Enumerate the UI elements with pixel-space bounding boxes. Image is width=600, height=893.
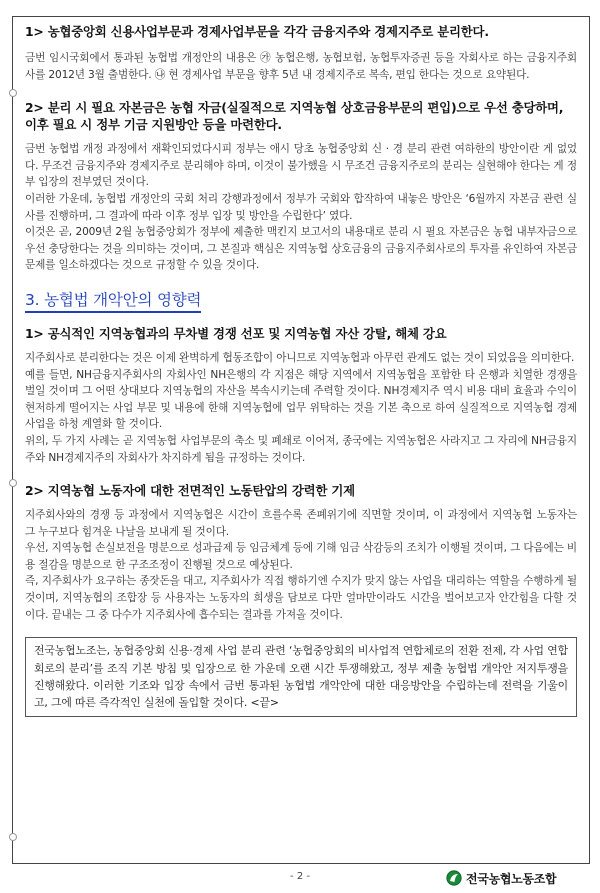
binder-hole-icon bbox=[9, 833, 17, 841]
section-title-text: 3. 농협법 개악안의 영향력 bbox=[25, 290, 201, 313]
paragraph-survival-crisis: 지주회사와의 경쟁 등 과정에서 지역농협은 시간이 흐를수록 존폐위기에 직면할 것이며, 이 과정에서 지역농협 노동자는 그 누구보다 힘겨운 나날을 보내게 될 것이다. bbox=[25, 509, 577, 538]
union-logo-icon bbox=[446, 870, 462, 886]
paragraph-separation-summary: 금번 임시국회에서 통과된 농협법 개정안의 내용은 ㉮ 농협은행, 농협보험, 농협투자증권 등을 자회사로 하는 금융지주회사를 2012년 3월 출범한다. ㉯ 현 경제사업 부문을 향후 5년 내 경제지주로 복속, 편입 한다는 것으로 요약된다. bbox=[25, 52, 577, 81]
closing-statement-text: 전국농협노조는, 농협중앙회 신용·경제 사업 분리 관련 ‘농협중앙회의 비사업적 연합체로의 전환 전제, 각 사업 연합회로의 분리’를 조직 기본 방침 및 입장으로 한 가운데 오랜 시간 투쟁해왔고, 정부 제출 농협법 개악안 저지투쟁을 진행해왔다. 이러한 기조와 입장 속에서 금번 통과된 농협법 개악안에 대한 대응방안을 수립하는데 전력을 기울이고, 그에 따른 즉각적인 실천에 돌입할 것이다. <끝> bbox=[34, 644, 568, 710]
section-title-impact bbox=[25, 290, 577, 313]
heading-separation-plan: 1> 농협중앙회 신용사업부문과 경제사업부문을 각각 금융지주와 경제지주로 분리한다. bbox=[25, 24, 489, 39]
organization-name: 전국농협노동조합 bbox=[466, 871, 557, 886]
page-footer bbox=[0, 867, 600, 889]
heading-competition: 1> 공식적인 지역농협과의 무차별 경쟁 선포 및 지역농협 자산 강탈, 해체 강요 bbox=[25, 325, 447, 341]
binder-hole-icon bbox=[9, 479, 17, 487]
paragraph-seed-money: 즉, 지주회사가 요구하는 종잣돈을 대고, 지주회사가 직접 행하기엔 수지가 맞지 않는 사업을 대리하는 역할을 수행하게 될 것이며, 지역농협의 조합장 등 사용자는 노동자의 희생을 담보로 다만 얼마만이라도 시간을 벌어보고자 안간힘을 다할 것이다. 끝내는 그 중 다수가 지주회사에 흡수되는 결과를 가져올 것이다. bbox=[25, 575, 577, 621]
page-content bbox=[25, 23, 577, 717]
heading-labor-oppression: 2> 지역농협 노동자에 대한 전면적인 노동탄압의 강력한 기제 bbox=[25, 483, 355, 499]
binder-hole-icon bbox=[9, 89, 17, 97]
paragraph-wage-cut: 우선, 지역농협 손실보전을 명분으로 성과급제 등 임금체계 등에 기해 임금 삭감등의 조치가 이행될 것이며, 그 다음에는 비용 절감을 명분으로 한 구조조정이 진행될 것으로 예상된다. bbox=[25, 542, 578, 571]
organization-logo bbox=[446, 869, 556, 887]
page-number: - 2 - bbox=[290, 871, 310, 882]
paragraph-government-position: 금번 농협법 개정 과정에서 재확인되었다시피 정부는 애시 당초 농협중앙회 신 · 경 분리 관련 여하한의 방안이란 게 없었다. 무조건 금융지주와 경제지주로 분리해야 하며, 이것이 불가했을 시 무조건 금융지주로의 분리는 실현해야 한다는 게 정부 입장의 전부였던 것이다. bbox=[25, 143, 577, 189]
closing-statement-box bbox=[25, 637, 577, 717]
page-frame bbox=[12, 16, 590, 864]
paragraph-national-assembly: 이러한 가운데, 농협법 개정안의 국회 처리 강행과정에서 정부가 국회와 합작하여 내놓은 방안은 ‘6월까지 자본금 관련 실사를 진행하며, 그 결과에 따라 이후 정부 입장 및 방안을 수립한다’ 였다. bbox=[25, 192, 577, 222]
paragraph-holding-company: 지주회사로 분리한다는 것은 이제 완벽하게 협동조합이 아니므로 지역농협과 아무런 관계도 없는 것이 되었음을 의미한다. bbox=[25, 351, 575, 364]
heading-capital-funding: 2> 분리 시 필요 자본금은 농협 자금(실질적으로 지역농협 상호금융부문의 편입)으로 우선 충당하며, 이후 필요 시 정부 기금 지원방안 등을 마련한다. bbox=[25, 100, 564, 133]
paragraph-two-cases: 위의, 두 가지 사례는 곧 지역농협 사업부문의 축소 및 폐쇄로 이어져, 종국에는 지역농협은 사라지고 그 자리에 NH금융지주와 NH경제지주의 자회사가 차지하게 됨을 규정하는 것이다. bbox=[25, 434, 577, 464]
paragraph-mckinsey-report: 이것은 곧, 2009년 2월 농협중앙회가 정부에 제출한 맥킨지 보고서의 내용대로 분리 시 필요 자본금은 농협 내부자금으로 우선 충당한다는 것을 의미하는 것이며, 그 본질과 핵심은 지역농협 상호금융의 금융지주회사로의 투자를 유인하여 자본금 문제를 일소하겠다는 것으로 규정할 수 있을 것이다. bbox=[25, 226, 577, 272]
paragraph-nh-bank-example: 예를 들면, NH금융지주회사의 자회사인 NH은행의 각 지점은 해당 지역에서 지역농협을 포함한 타 은행과 치열한 경쟁을 벌일 것이며 그 어떤 상대보다 지역농협의 자산을 복속시키는데 주력할 것이다. NH경제지주 역시 비용 대비 효율과 수익이 현저하게 떨어지는 사업 부문 및 내용에 한해 지역농협에 업무 위탁하는 것을 기본 축으로 하여 실질적으로 지역농협 경제 사업을 하청 계열화 할 것이다. bbox=[25, 368, 577, 431]
